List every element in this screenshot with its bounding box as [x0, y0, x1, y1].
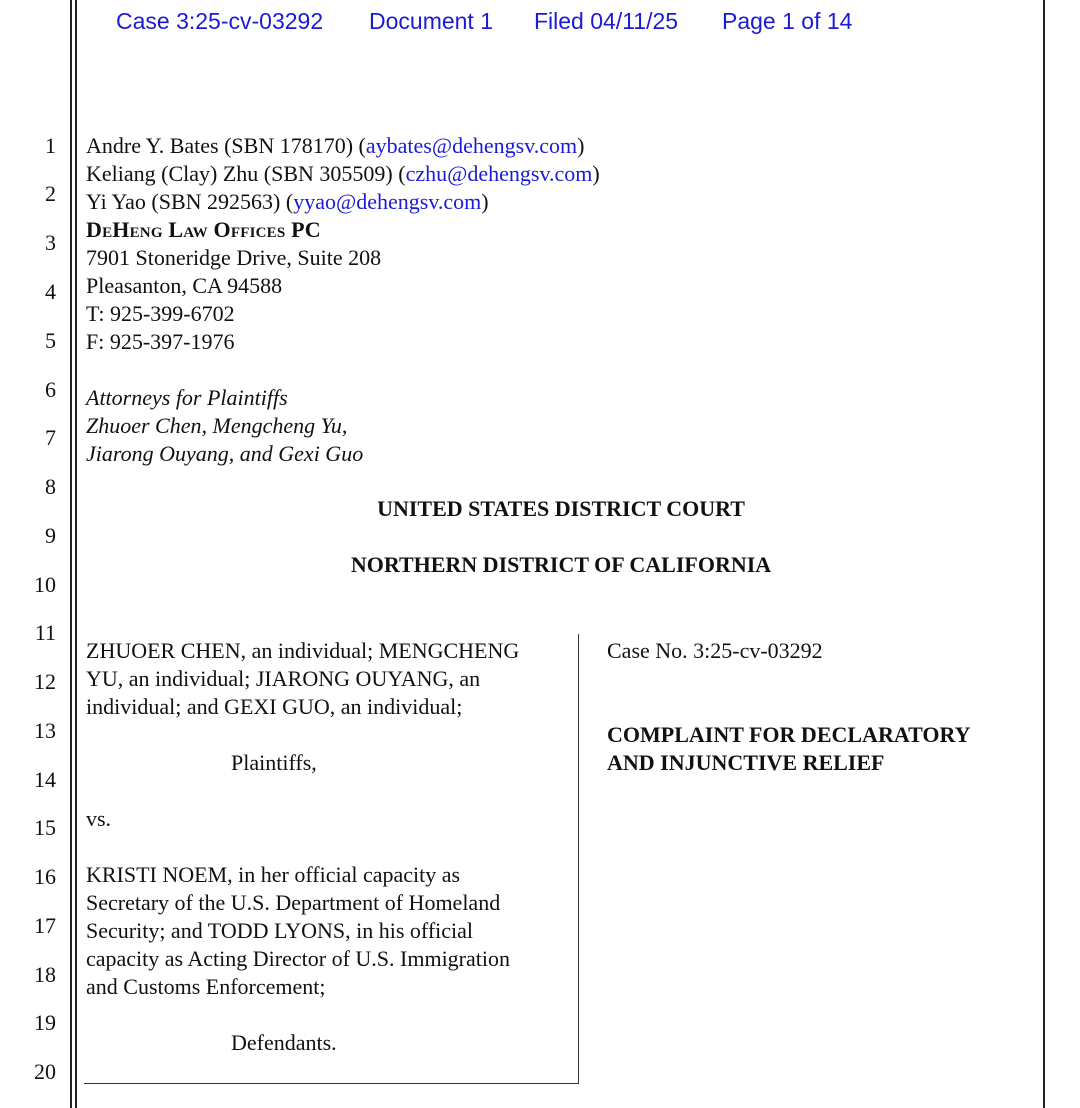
plaintiffs-line: YU, an individual; JIARONG OUYANG, an [86, 666, 481, 691]
line-number: 11 [34, 620, 56, 645]
line-number: 17 [34, 913, 56, 938]
firm-address-line1: 7901 Stoneridge Drive, Suite 208 [86, 245, 382, 270]
line-number: 5 [45, 328, 56, 353]
court-name: UNITED STATES DISTRICT COURT [377, 496, 745, 521]
complaint-title-line: AND INJUNCTIVE RELIEF [607, 750, 885, 775]
header-filed: Filed 04/11/25 [534, 8, 679, 34]
plaintiffs-line: ZHUOER CHEN, an individual; MENGCHENG [86, 638, 520, 663]
line-number: 7 [45, 425, 56, 450]
court-district: NORTHERN DISTRICT OF CALIFORNIA [350, 552, 772, 577]
defendants-line: Secretary of the U.S. Department of Homeland [86, 890, 501, 915]
firm-name: DeHeng Law Offices PC [86, 217, 321, 242]
left-margin-rule [70, 0, 72, 1108]
firm-phone: T: 925-399-6702 [86, 301, 235, 326]
defendants-line: and Customs Enforcement; [86, 974, 326, 999]
plaintiffs-block [86, 637, 519, 721]
defendants-line: KRISTI NOEM, in her official capacity as [86, 862, 461, 887]
counsel-role: Attorneys for Plaintiffs [86, 385, 288, 410]
header-case: Case 3:25-cv-03292 [116, 8, 324, 34]
line-number: 2 [45, 181, 56, 206]
line-number: 4 [45, 279, 56, 304]
defendants-block [86, 861, 510, 1001]
line-number: 19 [34, 1010, 56, 1035]
header-document: Document 1 [369, 8, 494, 34]
line-number: 18 [34, 962, 56, 987]
caption-bottom-rule [84, 1083, 579, 1084]
plaintiffs-label: Plaintiffs, [231, 750, 317, 775]
complaint-title-line: COMPLAINT FOR DECLARATORY [607, 722, 971, 747]
plaintiffs-line: individual; and GEXI GUO, an individual; [86, 694, 463, 719]
line-number: 14 [34, 767, 56, 792]
versus: vs. [86, 806, 112, 831]
line-number: 8 [45, 474, 56, 499]
firm-fax: F: 925-397-1976 [86, 329, 235, 354]
complaint-title [607, 721, 970, 777]
header-page: Page 1 of 14 [722, 8, 853, 34]
line-number: 6 [45, 377, 56, 402]
email-link[interactable]: yyao@dehengsv.com [293, 189, 482, 214]
line-number: 16 [34, 864, 56, 889]
line-number: 10 [34, 572, 56, 597]
counsel-clients: Zhuoer Chen, Mengcheng Yu, [86, 413, 348, 438]
defendants-line: capacity as Acting Director of U.S. Immigration [86, 946, 510, 971]
left-margin-rule-inner [75, 0, 77, 1108]
firm-address-line2: Pleasanton, CA 94588 [86, 273, 283, 298]
email-link[interactable]: czhu@dehengsv.com [405, 161, 593, 186]
right-margin-rule [1043, 0, 1045, 1108]
attorney-line: Keliang (Clay) Zhu (SBN 305509) (czhu@dehengsv.com) [86, 161, 600, 186]
line-number: 9 [45, 523, 56, 548]
defendants-line: Security; and TODD LYONS, in his official [86, 918, 474, 943]
counsel-clients: Jiarong Ouyang, and Gexi Guo [86, 441, 364, 466]
caption-divider [578, 634, 579, 1084]
defendants-label: Defendants. [231, 1030, 337, 1055]
email-link[interactable]: aybates@dehengsv.com [365, 133, 578, 158]
line-number: 1 [45, 133, 56, 158]
attorney-line: Andre Y. Bates (SBN 178170) (aybates@dehengsv.com) [86, 133, 585, 158]
line-number: 15 [34, 815, 56, 840]
line-number: 13 [34, 718, 56, 743]
line-number: 3 [45, 230, 56, 255]
line-number: 12 [34, 669, 56, 694]
line-number: 20 [34, 1059, 56, 1084]
attorney-line: Yi Yao (SBN 292563) (yyao@dehengsv.com) [86, 189, 489, 214]
case-number: Case No. 3:25-cv-03292 [607, 638, 823, 663]
